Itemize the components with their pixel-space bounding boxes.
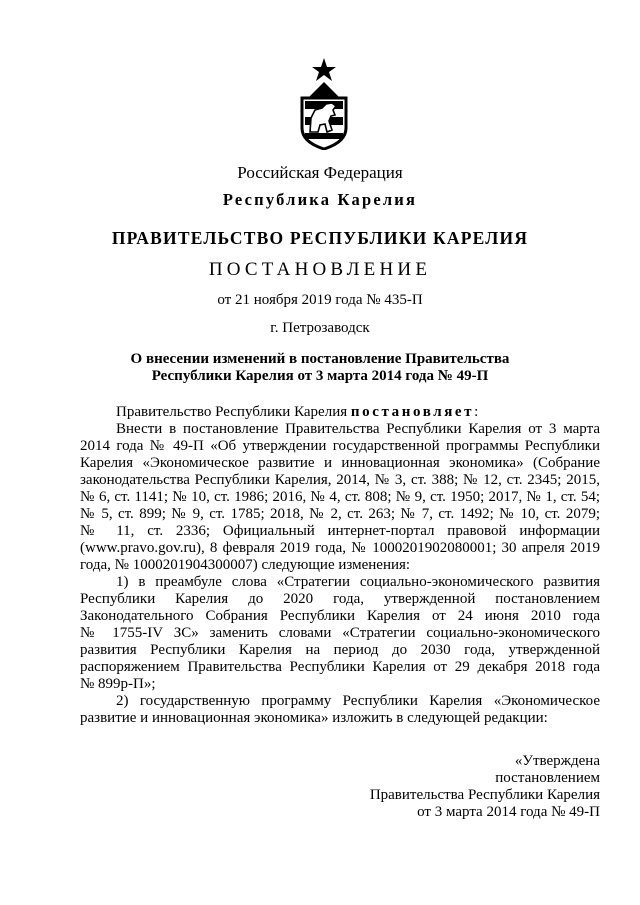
document-type: ПОСТАНОВЛЕНИЕ (208, 259, 432, 280)
republic-name: Республика Карелия (222, 190, 418, 209)
body-line: распоряжением Правительства Республики Карелия от 29 декабря 2018 года (80, 659, 600, 675)
approval-line: постановлением (495, 770, 600, 786)
body-line: развитие и инновационная экономика» изложить в следующей редакции: (80, 710, 548, 726)
subject-line: О внесении изменений в постановление Правительства (130, 351, 510, 367)
body-line: № 1755-IV ЗС» заменить словами «Стратегии социально-экономического (80, 625, 600, 641)
body-line: № 11, ст. 2336; Официальный интернет-портал правовой информации (80, 523, 600, 539)
preamble-colon: : (474, 404, 479, 420)
body-line: Внести в постановление Правительства Республики Карелия от 3 марта (116, 421, 600, 437)
body-line: Республики Карелия до 2020 года, утвержденной постановлением (80, 591, 600, 607)
preamble (80, 404, 600, 421)
body-line: (www.pravo.gov.ru), 8 февраля 2019 года, № 1000201902080001; 30 апреля 2019 (80, 540, 600, 556)
approval-line: Правительства Республики Карелия (369, 787, 600, 803)
date-and-number: от 21 ноября 2019 года № 435-П (217, 292, 423, 308)
subject-line: Республики Карелия от 3 марта 2014 года № 49-П (151, 368, 489, 384)
body-line: года, № 1000201904300007) следующие изменения: (80, 557, 411, 573)
body-line: Законодательного Собрания Республики Карелия от 24 июня 2010 года (80, 608, 600, 624)
approval-block (370, 753, 600, 821)
body-line: Карелия «Экономическое развитие и инновационная экономика» (Собрание (80, 455, 600, 471)
preamble-lead: Правительство Республики Карелия (116, 404, 351, 420)
body-line: № 6, ст. 1141; № 10, ст. 1986; 2016, № 4, ст. 808; № 9, ст. 1950; 2017, № 1, ст. 54; (80, 489, 600, 505)
preamble-verb: постановляет (350, 404, 475, 420)
government-title: ПРАВИТЕЛЬСТВО РЕСПУБЛИКИ КАРЕЛИЯ (111, 228, 529, 248)
body-line: 2) государственную программу Республики Карелия «Экономическое (116, 693, 600, 709)
document-body (80, 404, 600, 727)
approval-line: от 3 марта 2014 года № 49-П (417, 804, 600, 820)
body-line: законодательства Республики Карелия, 2014, № 3, ст. 388; № 12, ст. 2345; 2015, (80, 472, 600, 488)
body-line: развития Республики Карелия на период до 2030 года, утвержденной (80, 642, 600, 658)
document-subject (0, 351, 640, 385)
body-line: № 899р-П»; (80, 676, 156, 692)
body-line: 1) в преамбуле слова «Стратегии социально-экономического развития (116, 574, 600, 590)
country-name: Российская Федерация (237, 163, 403, 182)
city: г. Петрозаводск (270, 320, 370, 336)
approval-line: «Утверждена (514, 753, 600, 769)
body-line: № 5, ст. 899; № 9, ст. 1785; 2018, № 2, ст. 263; № 7, ст. 1492; № 10, ст. 2079; (80, 506, 600, 522)
body-line: 2014 года № 49-П «Об утверждении государственной программы Республики (80, 438, 600, 454)
karelia-coat-of-arms (296, 58, 352, 150)
